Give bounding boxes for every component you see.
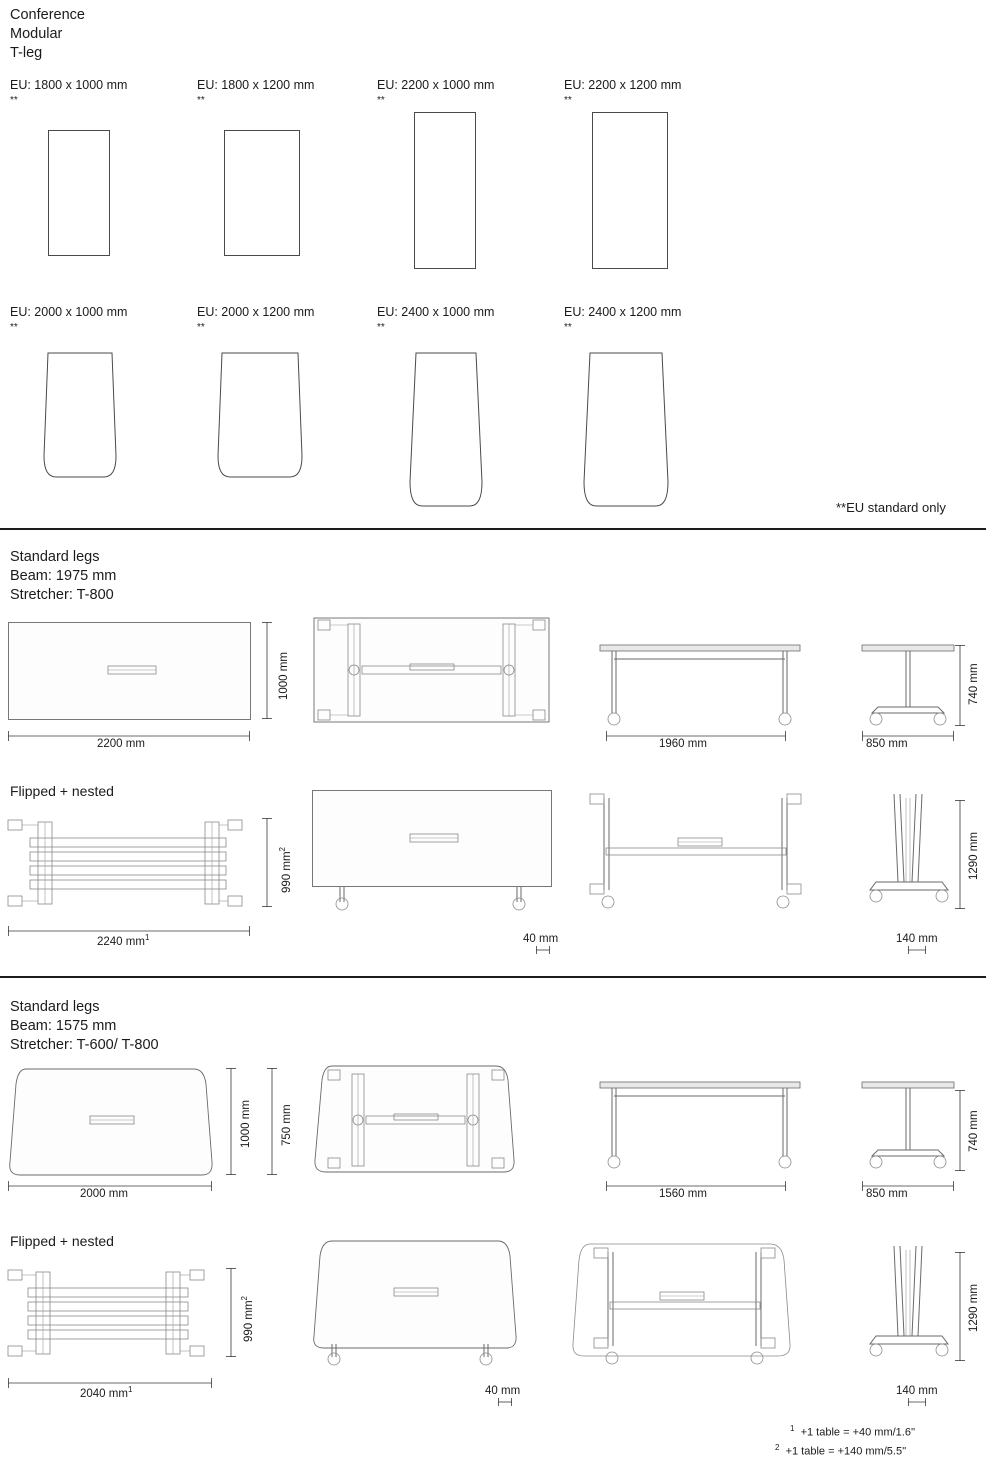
variant-note-2200x1000: ** (377, 95, 385, 106)
section-a-height-dimline (955, 645, 965, 727)
variant-note-2200x1200: ** (564, 95, 572, 106)
section-b-stretcher: Stretcher: T-600/ T-800 (10, 1037, 159, 1053)
page-title-line2: Modular (10, 26, 63, 42)
section-b-width-dimline (8, 1181, 213, 1191)
variant-label-2000x1000: EU: 2000 x 1000 mm (10, 305, 128, 319)
variant-label-2200x1200: EU: 2200 x 1200 mm (564, 78, 682, 92)
section-b-flipped-label: Flipped + nested (10, 1233, 114, 1249)
section-a-side-width-dimline (606, 731, 787, 741)
section-b-top-depth: 1000 mm (240, 1100, 252, 1148)
footnote-2: $^2$ +1 table = +140 mm/5.5'' (775, 1443, 907, 1458)
section-a-nested-end: 140 mm (896, 933, 938, 945)
section-b-beam: Beam: 1575 mm (10, 1018, 117, 1034)
section-a-beam: Beam: 1975 mm (10, 568, 117, 584)
section-b-nested-end-dimline (908, 1398, 926, 1406)
section-b-depth2-dimline (267, 1068, 277, 1176)
section-b-flipped-plan (312, 1240, 522, 1365)
table-top-outline-2000x1000 (42, 352, 118, 478)
variant-note-2000x1200: ** (197, 322, 205, 333)
section-a-plan-view (8, 622, 251, 720)
section-a-nested-width-dimline (8, 926, 251, 936)
table-top-outline-1800x1000 (48, 130, 110, 256)
section-b-thickness: 40 mm (485, 1385, 521, 1397)
section-b-thickness-dimline (498, 1398, 512, 1406)
section-a-nested-side-elevation (578, 790, 818, 912)
section-b-height: 740 mm (968, 1110, 980, 1152)
section-b-nested-side-elevation (570, 1240, 810, 1368)
variant-note-2400x1000: ** (377, 322, 385, 333)
variant-label-1800x1200: EU: 1800 x 1200 mm (197, 78, 315, 92)
footnote-1-sup: 1 (790, 1424, 795, 1433)
table-top-outline-2400x1000 (408, 352, 484, 507)
divider-2 (0, 976, 986, 978)
section-a-stretcher: Stretcher: T-800 (10, 587, 114, 603)
section-b-nested-width-dimline (8, 1378, 213, 1388)
section-b-depth-dimline (226, 1068, 236, 1176)
section-a-side-elevation (600, 645, 800, 727)
section-a-nested-height-dimline (955, 800, 965, 910)
page-title-line3: T-leg (10, 45, 43, 61)
section-b-plan-view (8, 1068, 213, 1176)
section-a-end-width-dimline (862, 731, 954, 741)
section-a-nested-depth-sup: 2 (278, 847, 287, 852)
section-b-nested-width-sup: 1 (127, 1385, 133, 1394)
variant-label-2400x1200: EU: 2400 x 1200 mm (564, 305, 682, 319)
table-top-outline-2200x1000 (414, 112, 476, 269)
variant-label-2200x1000: EU: 2200 x 1000 mm (377, 78, 495, 92)
variant-note-1800x1200: ** (197, 95, 205, 106)
section-b-height-dimline (955, 1090, 965, 1172)
section-b-nested-depth-sup: 2 (240, 1296, 249, 1301)
section-b-nested-height: 1290 mm (968, 1284, 980, 1332)
section-b-title: Standard legs (10, 999, 100, 1015)
divider-1 (0, 528, 986, 530)
eu-standard-note: **EU standard only (836, 500, 946, 515)
section-a-nested-height: 1290 mm (968, 832, 980, 880)
section-a-flipped-label: Flipped + nested (10, 783, 114, 799)
section-a-nested-width: 2240 $mm^1$ (97, 933, 150, 948)
section-b-end-elevation (862, 1082, 954, 1172)
variant-label-2000x1200: EU: 2000 x 1200 mm (197, 305, 315, 319)
section-a-nested-plan (0, 808, 250, 918)
section-a-end-width: 850 mm (866, 738, 908, 750)
variant-note-2400x1200: ** (564, 322, 572, 333)
section-b-top-depth2: 750 mm (281, 1104, 293, 1146)
footnote-2-sup: 2 (775, 1443, 780, 1452)
section-b-nested-end-elevation (862, 1240, 958, 1368)
section-b-end-width-dimline (862, 1181, 954, 1191)
section-a-depth-dimline (262, 622, 272, 720)
section-b-nested-end: 140 mm (896, 1385, 938, 1397)
table-top-outline-2000x1200 (214, 352, 306, 478)
table-top-outline-1800x1200 (224, 130, 300, 256)
section-a-nested-depth: 990 $mm^2$ (278, 847, 293, 893)
section-a-flipped-plan (312, 790, 552, 910)
section-a-top-depth: 1000 mm (278, 652, 290, 700)
variant-note-1800x1000: ** (10, 95, 18, 106)
section-a-underside-view (310, 614, 553, 726)
section-a-top-width: 2200 mm (97, 738, 145, 750)
section-b-nested-height-dimline (955, 1252, 965, 1362)
section-a-nested-end-dimline (908, 946, 926, 954)
section-b-nested-depth: 990 $mm^2$ (240, 1296, 255, 1342)
section-a-nested-end-elevation (862, 790, 958, 912)
section-a-thickness: 40 mm (523, 933, 559, 945)
section-b-side-width-dimline (606, 1181, 787, 1191)
section-a-thickness-dimline (536, 946, 550, 954)
section-a-side-width: 1960 mm (659, 738, 707, 750)
table-top-outline-2400x1200 (580, 352, 672, 507)
section-a-title: Standard legs (10, 549, 100, 565)
section-b-nested-plan (0, 1258, 215, 1368)
table-top-outline-2200x1200 (592, 112, 668, 269)
section-a-height: 740 mm (968, 663, 980, 705)
section-b-side-width: 1560 mm (659, 1188, 707, 1200)
section-a-nested-depth-dimline (262, 818, 272, 908)
section-b-nested-width: 2040 $mm^1$ (80, 1385, 133, 1400)
section-a-nested-width-sup: 1 (144, 933, 150, 942)
page-title-line1: Conference (10, 7, 85, 23)
footnote-1: $^1$ +1 table = +40 mm/1.6'' (790, 1424, 916, 1439)
variant-label-2400x1000: EU: 2400 x 1000 mm (377, 305, 495, 319)
section-b-top-width: 2000 mm (80, 1188, 128, 1200)
section-b-nested-depth-dimline (226, 1268, 236, 1358)
section-b-end-width: 850 mm (866, 1188, 908, 1200)
variant-label-1800x1000: EU: 1800 x 1000 mm (10, 78, 128, 92)
variant-note-2000x1000: ** (10, 322, 18, 333)
section-a-width-dimline (8, 731, 251, 741)
section-b-underside-view (312, 1062, 517, 1176)
section-a-end-elevation (862, 645, 954, 727)
section-b-side-elevation (600, 1082, 800, 1172)
